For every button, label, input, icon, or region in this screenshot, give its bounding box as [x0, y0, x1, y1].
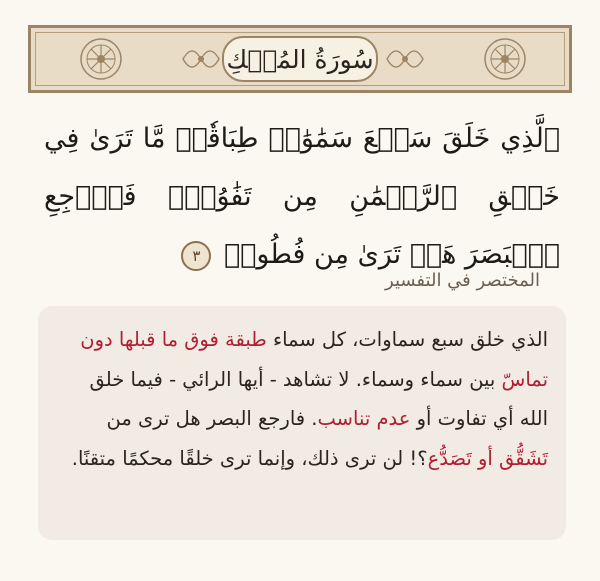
quran-verse — [44, 110, 560, 284]
tafsir-segment: بين سماء وسماء. لا تشاهد - أيها الرائي - فيما خلق الله أي تفاوت أو — [89, 367, 548, 430]
surah-title-cartouche — [222, 36, 378, 82]
rosette-ornament-right — [483, 37, 527, 81]
tafsir-segment: الذي خلق سبع سماوات، كل سماء — [266, 328, 548, 351]
tafsir-highlight: تَشَقُّق أو تَصَدُّع — [427, 446, 548, 470]
arabesque-ornament-left — [181, 39, 221, 79]
rosette-ornament-left — [79, 37, 123, 81]
surah-header-frame — [28, 25, 572, 93]
arabesque-ornament-right — [385, 39, 425, 79]
verse-text: ٱلَّذِي خَلَقَ سَبۡعَ سَمَٰوَٰتٖ طِبَاقٗاۖ مَّا تَرَىٰ فِي خَلۡقِ ٱلرَّحۡمَٰنِ مِن تَفَٰوُتٖۖ فَٱرۡجِعِ ٱلۡبَصَرَ هَلۡ تَرَىٰ مِن فُطُورٖ — [44, 123, 560, 270]
tafsir-source-heading: المختصر في التفسير — [385, 270, 540, 291]
tafsir-text — [56, 320, 548, 478]
tafsir-segment: ؟! لن ترى ذلك، وإنما ترى خلقًا محكمًا متقنًا. — [71, 446, 428, 470]
tafsir-card — [38, 306, 566, 540]
tafsir-highlight: طبقة فوق ما قبلها دون تماسّ — [80, 328, 548, 391]
ayah-number-marker: ٣ — [181, 241, 211, 271]
surah-title: سُورَةُ المُلۡكِ — [226, 44, 374, 74]
tafsir-highlight: عدم تناسب — [317, 407, 411, 430]
tafsir-segment: . فارجع البصر هل ترى من — [106, 407, 318, 430]
